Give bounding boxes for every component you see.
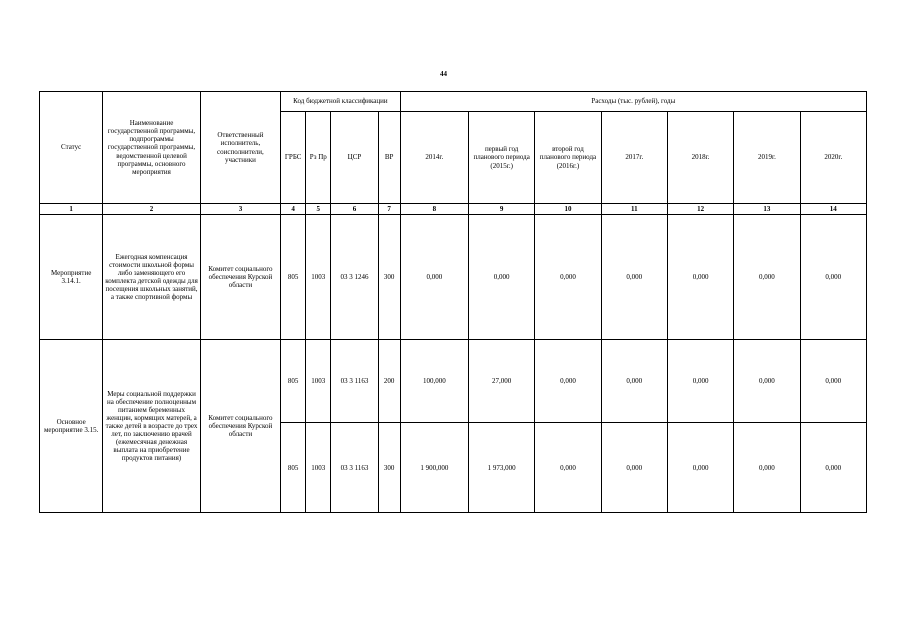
cell-value: 0,000 bbox=[535, 423, 601, 513]
column-number: 12 bbox=[667, 204, 733, 215]
column-number: 13 bbox=[734, 204, 800, 215]
header-status: Статус bbox=[40, 92, 103, 204]
page-number: 44 bbox=[440, 70, 447, 78]
header-year-2020: 2020г. bbox=[800, 112, 866, 204]
column-number: 8 bbox=[400, 204, 468, 215]
column-number: 11 bbox=[601, 204, 667, 215]
header-csr: ЦСР bbox=[331, 112, 378, 204]
header-year-2017: 2017г. bbox=[601, 112, 667, 204]
row-name: Ежегодная компенсация стоимости школьной формы либо заменяющего его комплекта детской одежды для посещения школьных занятий, а также спортивной формы bbox=[103, 215, 200, 340]
cell-value: 27,000 bbox=[469, 340, 535, 423]
cell-value: 0,000 bbox=[469, 215, 535, 340]
column-number: 9 bbox=[469, 204, 535, 215]
cell-value: 1 900,000 bbox=[400, 423, 468, 513]
cell-grbs: 805 bbox=[281, 423, 306, 513]
cell-value: 0,000 bbox=[734, 215, 800, 340]
cell-grbs: 805 bbox=[281, 215, 306, 340]
cell-value: 0,000 bbox=[601, 215, 667, 340]
column-number: 7 bbox=[378, 204, 400, 215]
cell-rzpr: 1003 bbox=[306, 423, 331, 513]
cell-grbs: 805 bbox=[281, 340, 306, 423]
cell-rzpr: 1003 bbox=[306, 215, 331, 340]
cell-value: 0,000 bbox=[667, 423, 733, 513]
header-grbs: ГРБС bbox=[281, 112, 306, 204]
header-year-2016: второй год планового периода (2016г.) bbox=[535, 112, 601, 204]
table-row bbox=[40, 340, 867, 423]
cell-rzpr: 1003 bbox=[306, 340, 331, 423]
header-executor: Ответственный исполнитель, соисполнители, участники bbox=[200, 92, 280, 204]
budget-table bbox=[39, 91, 867, 513]
header-year-2015: первый год планового периода (2015г.) bbox=[469, 112, 535, 204]
row-executor: Комитет социального обеспечения Курской области bbox=[200, 215, 280, 340]
column-number: 5 bbox=[306, 204, 331, 215]
row-executor: Комитет социального обеспечения Курской области bbox=[200, 340, 280, 513]
header-vr: ВР bbox=[378, 112, 400, 204]
cell-value: 0,000 bbox=[667, 215, 733, 340]
cell-value: 0,000 bbox=[667, 340, 733, 423]
cell-value: 0,000 bbox=[734, 423, 800, 513]
table-row bbox=[40, 215, 867, 340]
cell-value: 0,000 bbox=[800, 215, 866, 340]
column-number: 3 bbox=[200, 204, 280, 215]
cell-value: 1 973,000 bbox=[469, 423, 535, 513]
column-number: 6 bbox=[331, 204, 378, 215]
cell-value: 0,000 bbox=[800, 423, 866, 513]
header-year-2014: 2014г. bbox=[400, 112, 468, 204]
header-expenses: Расходы (тыс. рублей), годы bbox=[400, 92, 866, 112]
cell-value: 100,000 bbox=[400, 340, 468, 423]
cell-value: 0,000 bbox=[400, 215, 468, 340]
cell-csr: 03 3 1163 bbox=[331, 340, 378, 423]
cell-value: 0,000 bbox=[601, 423, 667, 513]
cell-value: 0,000 bbox=[800, 340, 866, 423]
header-name: Наименование государственной программы, подпрограммы государственной программы, ведомственной целевой программы, основного мероприятия bbox=[103, 92, 200, 204]
cell-vr: 300 bbox=[378, 423, 400, 513]
header-budget-code: Код бюджетной классификации bbox=[281, 92, 401, 112]
cell-csr: 03 3 1163 bbox=[331, 423, 378, 513]
cell-value: 0,000 bbox=[535, 215, 601, 340]
column-number: 1 bbox=[40, 204, 103, 215]
row-status: Основное мероприятие 3.15. bbox=[40, 340, 103, 513]
cell-csr: 03 3 1246 bbox=[331, 215, 378, 340]
cell-value: 0,000 bbox=[734, 340, 800, 423]
cell-vr: 200 bbox=[378, 340, 400, 423]
column-number: 14 bbox=[800, 204, 866, 215]
cell-vr: 300 bbox=[378, 215, 400, 340]
header-rzpr: Рз Пр bbox=[306, 112, 331, 204]
header-year-2018: 2018г. bbox=[667, 112, 733, 204]
column-number: 2 bbox=[103, 204, 200, 215]
column-number: 10 bbox=[535, 204, 601, 215]
header-year-2019: 2019г. bbox=[734, 112, 800, 204]
cell-value: 0,000 bbox=[535, 340, 601, 423]
cell-value: 0,000 bbox=[601, 340, 667, 423]
column-number: 4 bbox=[281, 204, 306, 215]
row-name: Меры социальной поддержки на обеспечение полноценным питанием беременных женщин, кормящих матерей, а также детей в возрасте до трех лет, по заключению врачей (ежемесячная денежная выплата на приобретение продуктов питания) bbox=[103, 340, 200, 513]
row-status: Мероприятие 3.14.1. bbox=[40, 215, 103, 340]
